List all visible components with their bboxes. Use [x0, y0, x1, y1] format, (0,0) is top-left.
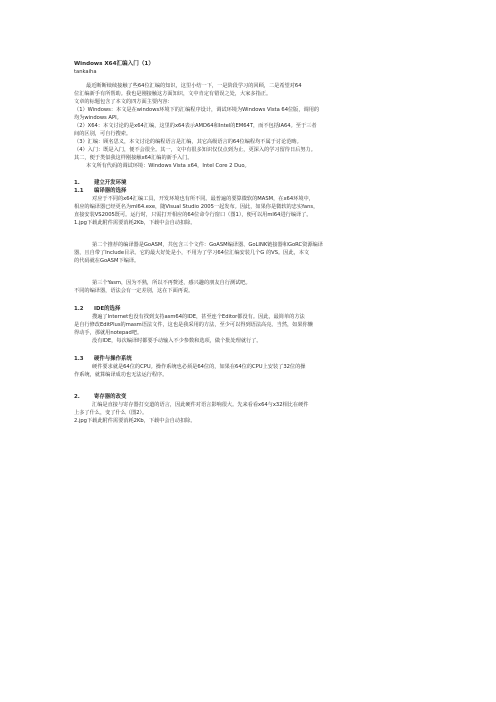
document-title: Windows X64汇编入门（1）: [74, 61, 154, 67]
intro-line: （3）汇编：顾名思义，本文讨论的编程语言是汇编，其它高级语言的64位编程均不属于讨论范畴。: [74, 139, 302, 145]
paragraph-registers: [74, 401, 434, 425]
paragraph-line: 得动手，那就用notepad吧。: [74, 330, 143, 336]
paragraph-line: 直接安装VS2005既可。运行时，只需打开相应的64位命令行窗口（图1），便可以用ml64进行编译了。: [74, 212, 312, 218]
paragraph-line: 硬件要求就是64位的CPU。操作系统也必须是64位的，如果在64位的CPU上安装了32位的操: [92, 364, 306, 370]
section-title: IDE的选择: [94, 306, 121, 312]
intro-line: （2）X64：本文讨论的是x64汇编，这里的x64表示AMD64和Intel的EM64T，而不包括IA64。至于三者: [74, 123, 317, 129]
section-title: 硬件与操作系统: [94, 356, 132, 362]
document-author: tankaiha: [74, 69, 97, 75]
attachment-link-2[interactable]: 2.jpg下载此附件需要消耗2Kb，下载中会自动扣除。: [74, 418, 196, 424]
paragraph-line: 不同的编译器，语法会有一定差别，这在下面再说。: [74, 288, 194, 294]
section-title: 编译器的选择: [94, 188, 127, 194]
paragraph-line: 相应的编译器已经更名为ml64.exe，随Visual Studio 2005一起发布。因此，如果你是微软的忠实fans，: [74, 204, 319, 210]
intro-line: 其二，便于类似我这样刚接触x64汇编的新手入门。: [74, 155, 193, 161]
paragraph-line: 没有IDE，每次编译时都要手动输入不少参数和选项，做个批处理就行了。: [92, 338, 262, 344]
paragraph-line: 汇编是直接与寄存器打交道的语言，因此硬件对语言影响很大。先来看看x64与x32相比在硬件: [92, 402, 309, 408]
paragraph-line: 作系统，就算编译成功也无法运行程序。: [74, 372, 168, 378]
intro-line: 本文所有代码的调试环境：Windows Vista x64，Intel Core 2 Duo。: [86, 163, 250, 169]
section-number: 2.: [74, 394, 80, 400]
paragraph-yasm: [74, 279, 434, 295]
intro-line: 位汇编新手有所帮助。我也是刚接触这方面知识，文中肯定有错误之处，大家多指正。: [74, 91, 272, 97]
paragraph-line: 上多了什么，变了什么（图2）。: [74, 410, 148, 416]
section-number: 1.1: [74, 188, 84, 194]
section-heading-1: [74, 179, 434, 187]
section-heading-1-2: [74, 305, 434, 313]
section-heading-1-1: [74, 187, 434, 195]
attachment-link-1[interactable]: 1.jpg下载此附件需要消耗2Kb，下载中会自动扣除。: [74, 220, 196, 226]
paragraph-ide: [74, 313, 434, 345]
intro-line: 均为windows API。: [74, 115, 122, 121]
intro-line: 最近断断续续接触了些64位汇编的知识，这里小结一下，一是阶段学习的回顾，二是希望对64: [86, 83, 302, 89]
paragraph-hardware: [74, 363, 434, 379]
intro-line: （4）入门：既是入门，便不会很全。其一，文中有很多知识仅仅点到为止，更深入的学习留待日后努力。: [74, 147, 316, 153]
paragraph-compilers: [74, 195, 434, 227]
paragraph-line: 的代码就在GoASM下编译。: [74, 258, 140, 264]
paragraph-line: 第三个Yasm，因为不熟，所以不再赘述，感兴趣的朋友自行测试吧。: [92, 280, 251, 286]
section-heading-2: [74, 393, 434, 401]
document-page: [74, 60, 434, 425]
paragraph-goasm: [74, 241, 434, 265]
intro-line: （1）Windows：本文是在windows环境下的汇编程序设计，调试环境为Windows Vista 64位版，调用的: [74, 107, 320, 113]
section-number: 1.3: [74, 356, 84, 362]
section-number: 1.: [74, 180, 80, 186]
section-number: 1.2: [74, 306, 84, 312]
section-heading-1-3: [74, 355, 434, 363]
paragraph-line: 搜遍了Internet也没有找到支持asm64的IDE，甚至连个Editor都没有。因此，最简单的方法: [92, 314, 305, 320]
paragraph-line: 对应于不同的x64汇编工具，开发环境也有所不同。最普遍的要算微软的MASM，在x64环境中，: [92, 196, 314, 202]
section-title: 建立开发环境: [94, 180, 127, 186]
paragraph-line: 第二个推荐的编译器是GoASM，共包含三个文件：GoASM编译器、GoLINK链接器和GoRC资源编译: [92, 242, 323, 248]
paragraph-line: 是自行修改EditPlus的masm语法文件，这也是我采用的方法，至少可以得到语法高亮。当然，如果你懒: [74, 322, 313, 328]
intro-line: 文章的标题包含了本文的四方面主要内容：: [74, 99, 173, 105]
intro-section: [74, 82, 434, 170]
intro-line: 间的区别，可自行搜索。: [74, 131, 132, 137]
paragraph-line: 器，且自带了Include目录。它的最大好处是小，不用为了学习64位汇编安装几个G 的VS。因此，本文: [74, 250, 310, 256]
section-title: 寄存器的改变: [94, 394, 127, 400]
